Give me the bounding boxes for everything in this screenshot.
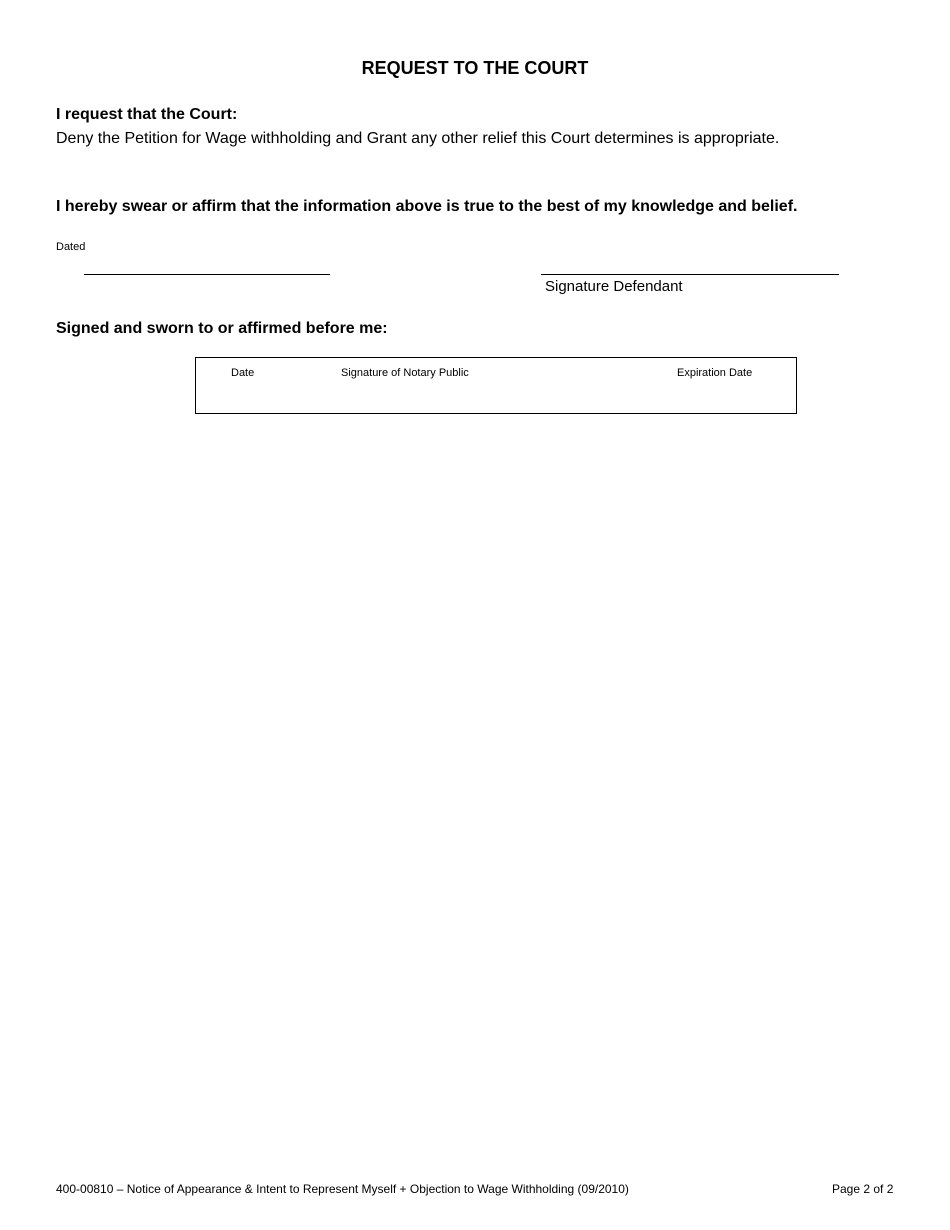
notary-signature-label: Signature of Notary Public <box>341 367 469 379</box>
signature-defendant-label: Signature Defendant <box>545 278 683 295</box>
notary-date-label: Date <box>231 367 255 379</box>
footer-form-id: 400-00810 – Notice of Appearance & Intent to Represent Myself + Objection to Wage Withholding (09/2010) <box>56 1182 629 1196</box>
page-title: REQUEST TO THE COURT <box>361 58 589 78</box>
request-body: Deny the Petition for Wage withholding and Grant any other relief this Court determines is appropriate. <box>56 130 780 147</box>
notary-expiration-label: Expiration Date <box>677 367 753 379</box>
oath-statement: I hereby swear or affirm that the information above is true to the best of my knowledge and belief. <box>56 198 798 215</box>
defendant-signature-line[interactable] <box>541 274 839 275</box>
date-signature-line[interactable] <box>84 274 330 275</box>
request-heading: I request that the Court: <box>56 106 238 123</box>
notary-box[interactable] <box>195 357 797 414</box>
notary-heading: Signed and sworn to or affirmed before me: <box>56 320 388 337</box>
dated-label: Dated <box>56 241 86 253</box>
footer-page-number: Page 2 of 2 <box>832 1182 894 1196</box>
